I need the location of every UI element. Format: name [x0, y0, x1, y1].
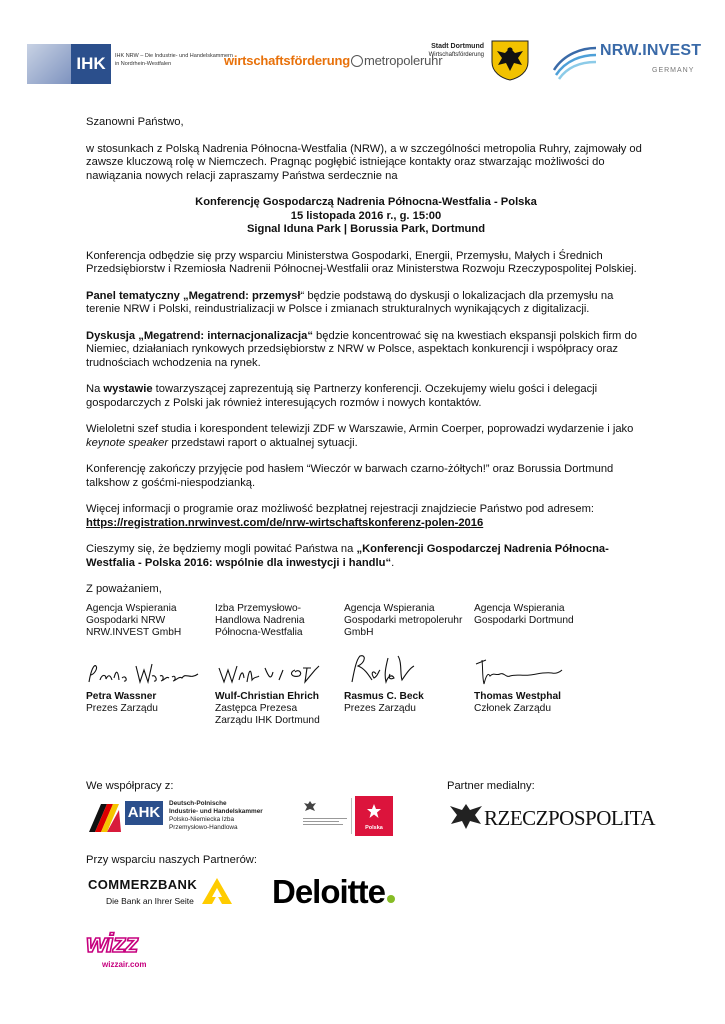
- panel-rest: “ będzie podstawą do dyskusji o lokalizacjach dla przemysłu na terenie NRW i Polski, reindustrializacji w Polsce i zmianach strukturalnych wynikających z digitalizacji.: [86, 289, 614, 315]
- closing-paragraph: [86, 543, 646, 570]
- commerzbank-name: COMMERZBANK: [88, 877, 198, 892]
- reception-paragraph: Konferencję zakończy przyjęcie pod hasłem “Wieczór w barwach czarno-żółtych!” oraz Borussia Dortmund talkshow z gośćmi-niespodzianką.: [86, 463, 614, 489]
- ministry-divider: [351, 798, 352, 834]
- polska-star-icon: [366, 803, 382, 819]
- discussion-paragraph: [86, 330, 646, 371]
- nrwinvest-line1: NRW.INVEST: [600, 42, 702, 59]
- host-italic: keynote speaker: [86, 436, 169, 449]
- event-block: [86, 196, 646, 237]
- rzeczpospolita-logo: [448, 802, 663, 832]
- registration-link[interactable]: https://registration.nrwinvest.com/de/nrw-wirtschaftskonferenz-polen-2016: [86, 516, 484, 529]
- signatory-4: [474, 603, 594, 651]
- commerzbank-logo: [86, 874, 236, 908]
- dortmund-line2: Wirtschaftsförderung: [428, 52, 484, 58]
- closing-pre: Cieszymy się, że będziemy mogli powitać Państwa na: [86, 543, 357, 555]
- dortmund-line1: Stadt Dortmund: [431, 43, 484, 50]
- wifoe-part1: wirtschaftsförderung: [224, 53, 351, 68]
- ihk-emblem-icon: [27, 44, 71, 84]
- ahk-line2: Industrie- und Handelskammer: [169, 808, 263, 815]
- host-pre: Wieloletni szef studia i korespondent telewizji ZDF w Warszawie, Armin Coerper, poprowadzi wydarzenie i jako: [86, 423, 634, 435]
- expo-paragraph: [86, 383, 646, 410]
- signatory-2: [215, 603, 343, 651]
- host-rest: przedstawi raport o aktualnej sytuacji.: [168, 436, 358, 449]
- dortmund-eagle-icon: [488, 38, 532, 82]
- polish-eagle-icon: [303, 800, 317, 814]
- nrwinvest-line2: GERMANY: [652, 67, 695, 74]
- commerzbank-tagline: Die Bank an Ihrer Seite: [106, 896, 194, 906]
- signatory-3: [344, 603, 464, 651]
- closing-bold: „Konferencji Gospodarczej Nadrenia Północna-Westfalia - Polska 2016: wspólnie dla inwestycji i handlu“: [86, 543, 609, 569]
- deloitte-logo: [272, 872, 395, 912]
- expo-pre: Na: [86, 383, 104, 395]
- rzeczpospolita-eagle-icon: [448, 802, 484, 830]
- expo-bold: wystawie: [103, 383, 153, 395]
- ahk-text: [169, 800, 263, 832]
- metropole-m-icon: [351, 55, 363, 67]
- polska-label: Polska: [365, 825, 383, 831]
- media-label: Partner medialny:: [447, 780, 535, 792]
- signatory-role: Zastępca Prezesa Zarządu IHK Dortmund: [215, 703, 320, 726]
- regards: Z poważaniem,: [86, 583, 162, 595]
- polska-badge: [355, 796, 393, 836]
- signatory-role: Prezes Zarządu: [344, 703, 416, 714]
- ihk-logo: [27, 44, 233, 84]
- ahk-line4: Przemysłowo-Handlowa: [169, 824, 238, 831]
- ahk-flag-icon: [87, 798, 123, 834]
- ahk-line3: Polsko-Niemiecka Izba: [169, 816, 234, 823]
- signatory-2-name-block: [215, 691, 327, 727]
- signature-wassner: [86, 660, 201, 688]
- signatory-name: Thomas Westphal: [474, 691, 561, 702]
- signatory-4-name-block: [474, 691, 594, 715]
- deloitte-dot-icon: [387, 895, 395, 903]
- letter-body: [86, 116, 646, 597]
- wizz-url: wizzair.com: [102, 960, 147, 969]
- panel-paragraph: [86, 290, 646, 317]
- event-title: Konferencję Gospodarczą Nadrenia Północna-Westfalia - Polska: [195, 196, 537, 208]
- commerzbank-ribbon-icon: [200, 876, 234, 906]
- support-paragraph: Konferencja odbędzie się przy wsparciu Ministerstwa Gospodarki, Energii, Przemysłu, Małych i Średnich Przedsiębiorstw i Rzemiosła Nadrenii Północnej-Westfalii oraz Ministerstwa Rozwoju Rzeczypospolitej Polskiej.: [86, 249, 637, 275]
- signatory-org: Agencja Wspierania Gospodarki metropoleruhr GmbH: [344, 603, 463, 638]
- cooperation-label: We współpracy z:: [86, 780, 174, 792]
- signatory-org: Agencja Wspierania Gospodarki NRW NRW.INVEST GmbH: [86, 603, 182, 638]
- ihk-line1: IHK NRW – Die Industrie- und Handelskammern: [115, 53, 233, 59]
- discussion-bold: Dyskusja „Megatrend: internacjonalizacja“: [86, 329, 313, 342]
- signatory-org: Agencja Wspierania Gospodarki Dortmund: [474, 603, 574, 626]
- ministry-logo: [303, 796, 393, 836]
- closing-end: .: [391, 556, 395, 569]
- ahk-line1: Deutsch-Polnische: [169, 800, 227, 807]
- dortmund-text: [420, 42, 484, 59]
- registration-text: Więcej informacji o programie oraz możliwość bezpłatnej rejestracji znajdziecie Państwo pod adresem:: [86, 503, 595, 515]
- wifoe-part2: metropoleruhr: [364, 53, 443, 68]
- wizz-name: wizz: [86, 928, 138, 958]
- event-place: Signal Iduna Park | Borussia Park, Dortmund: [246, 223, 486, 235]
- ahk-logo: [87, 797, 267, 835]
- ministry-lines: [303, 818, 347, 825]
- deloitte-name: Deloitte: [272, 873, 386, 910]
- signatory-role: Członek Zarządu: [474, 703, 552, 714]
- event-date: 15 listopada 2016 r., g. 15:00: [290, 209, 442, 222]
- signatory-3-name-block: [344, 691, 464, 715]
- ihk-line2: in Nordrhein-Westfalen: [115, 61, 172, 67]
- ihk-abbr: IHK: [71, 44, 111, 84]
- registration-paragraph: [86, 503, 646, 530]
- nrwinvest-logo: [552, 38, 702, 82]
- salutation: Szanowni Państwo,: [86, 116, 184, 128]
- partners-label: Przy wsparciu naszych Partnerów:: [86, 854, 257, 866]
- host-paragraph: [86, 423, 646, 450]
- signature-westphal: [474, 654, 564, 688]
- signatory-role: Prezes Zarządu: [86, 703, 158, 714]
- panel-bold: Panel tematyczny „Megatrend: przemysł: [86, 289, 301, 302]
- wizz-logo: [86, 928, 158, 972]
- signatory-1: [86, 603, 208, 651]
- wirtschaftsfoerderung-logo: [224, 54, 442, 68]
- signatory-1-name-block: [86, 691, 208, 715]
- nrwinvest-swirl-icon: [552, 40, 598, 80]
- signatory-name: Rasmus C. Beck: [344, 691, 424, 702]
- signature-beck: [344, 652, 424, 688]
- signatory-name: Wulf-Christian Ehrich: [215, 691, 319, 702]
- signatory-name: Petra Wassner: [86, 691, 157, 702]
- signature-ehrich: [215, 660, 330, 688]
- expo-rest: towarzyszącej zaprezentują się Partnerzy konferencji. Oczekujemy wielu gości i delegacji gospodarczych z Polski jak również interesujących rozmów i nowych kontaktów.: [86, 383, 598, 409]
- signatory-org: Izba Przemysłowo-Handlowa Nadrenia Północna-Westfalia: [215, 603, 305, 638]
- intro-paragraph: w stosunkach z Polską Nadrenia Północna-Westfalia (NRW), a w szczególności metropolia Ruhry, zajmowały od zawsze kluczową rolę w Niemczech. Pragnąc pogłębić istniejące kontakty oraz stwarzając możliwości do nawiązania nowych relacji zapraszamy Państwa serdecznie na: [86, 142, 642, 182]
- discussion-rest: będzie koncentrować się na kwestiach ekspansji polskich firm do Niemiec, działaniach rynkowych przedsiębiorstw z NRW w Polsce, aspektach konkurencji i współpracy oraz trudnościach wchodzenia na rynek.: [86, 329, 637, 369]
- ahk-abbr: AHK: [125, 801, 163, 825]
- rzeczpospolita-name: RZECZPOSPOLITA: [484, 806, 655, 830]
